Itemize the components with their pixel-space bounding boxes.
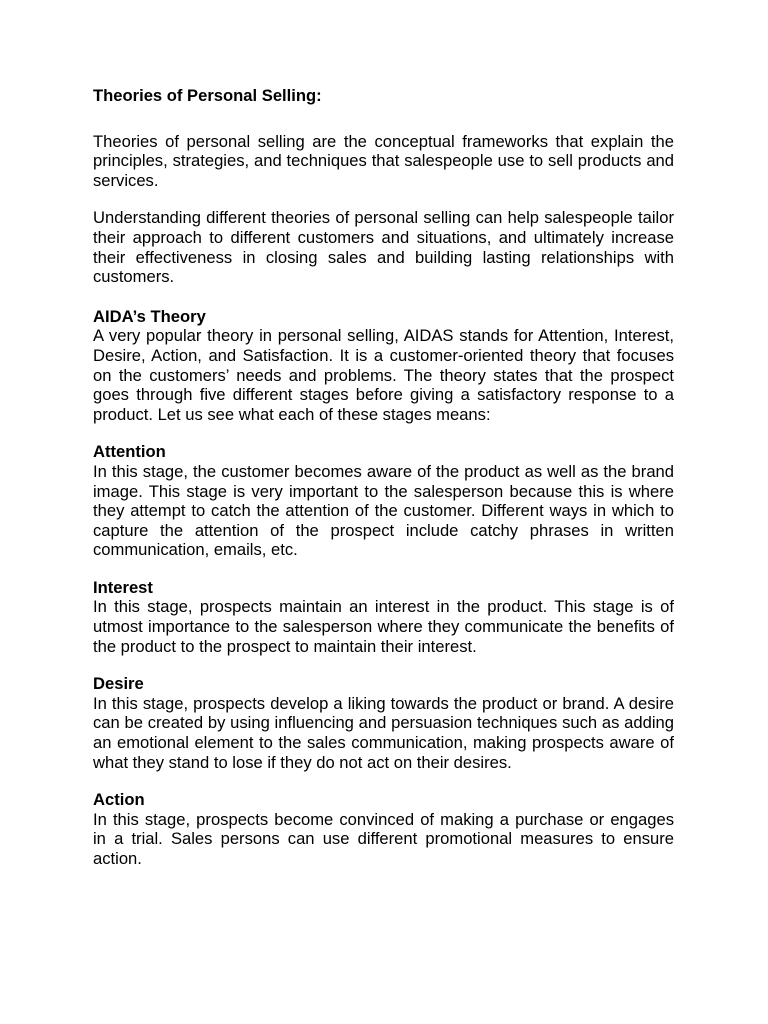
section-desire: [93, 674, 674, 772]
section-heading: Attention: [93, 442, 166, 462]
section-heading: Desire: [93, 674, 144, 694]
document-title: Theories of Personal Selling:: [93, 86, 322, 105]
section-heading: Interest: [93, 577, 153, 597]
intro-paragraph-1: Theories of personal selling are the conceptual frameworks that explain the principles, strategies, and techniques that salespeople use to sell products and services.: [93, 131, 674, 190]
section-body: A very popular theory in personal selling, AIDAS stands for Attention, Interest, Desire, Action, and Satisfaction. It is a customer-oriented theory that focuses on the customers’ needs and problems. The theory states that the prospect goes through five different stages before giving a satisfactory response to a product. Let us see what each of these stages means:: [93, 326, 674, 424]
section-action: [93, 790, 674, 868]
section-body: In this stage, prospects maintain an interest in the product. This stage is of utmost importance to the salesperson where they communicate the benefits of the product to the prospect to maintain their interest.: [93, 597, 674, 656]
intro-paragraph-2: Understanding different theories of personal selling can help salespeople tailor their approach to different customers and situations, and ultimately increase their effectiveness in closing sales and building lasting relationships with customers.: [93, 208, 674, 287]
section-interest: [93, 578, 674, 656]
section-aidas-theory: [93, 307, 674, 425]
document-page: [93, 86, 674, 887]
section-body: In this stage, prospects develop a liking towards the product or brand. A desire can be created by using influencing and persuasion techniques such as adding an emotional element to the sales communication, making prospects aware of what they stand to lose if they do not act on their desires.: [93, 693, 674, 772]
section-heading: AIDA’s Theory: [93, 306, 206, 326]
section-heading: Action: [93, 790, 145, 810]
section-attention: [93, 442, 674, 560]
section-body: In this stage, prospects become convinced of making a purchase or engages in a trial. Sales persons can use different promotional measures to ensure action.: [93, 809, 674, 868]
section-body: In this stage, the customer becomes aware of the product as well as the brand image. This stage is very important to the salesperson because this is where they attempt to catch the attention of the customer. Different ways in which to capture the attention of the prospect include catchy phrases in written communication, emails, etc.: [93, 461, 674, 560]
